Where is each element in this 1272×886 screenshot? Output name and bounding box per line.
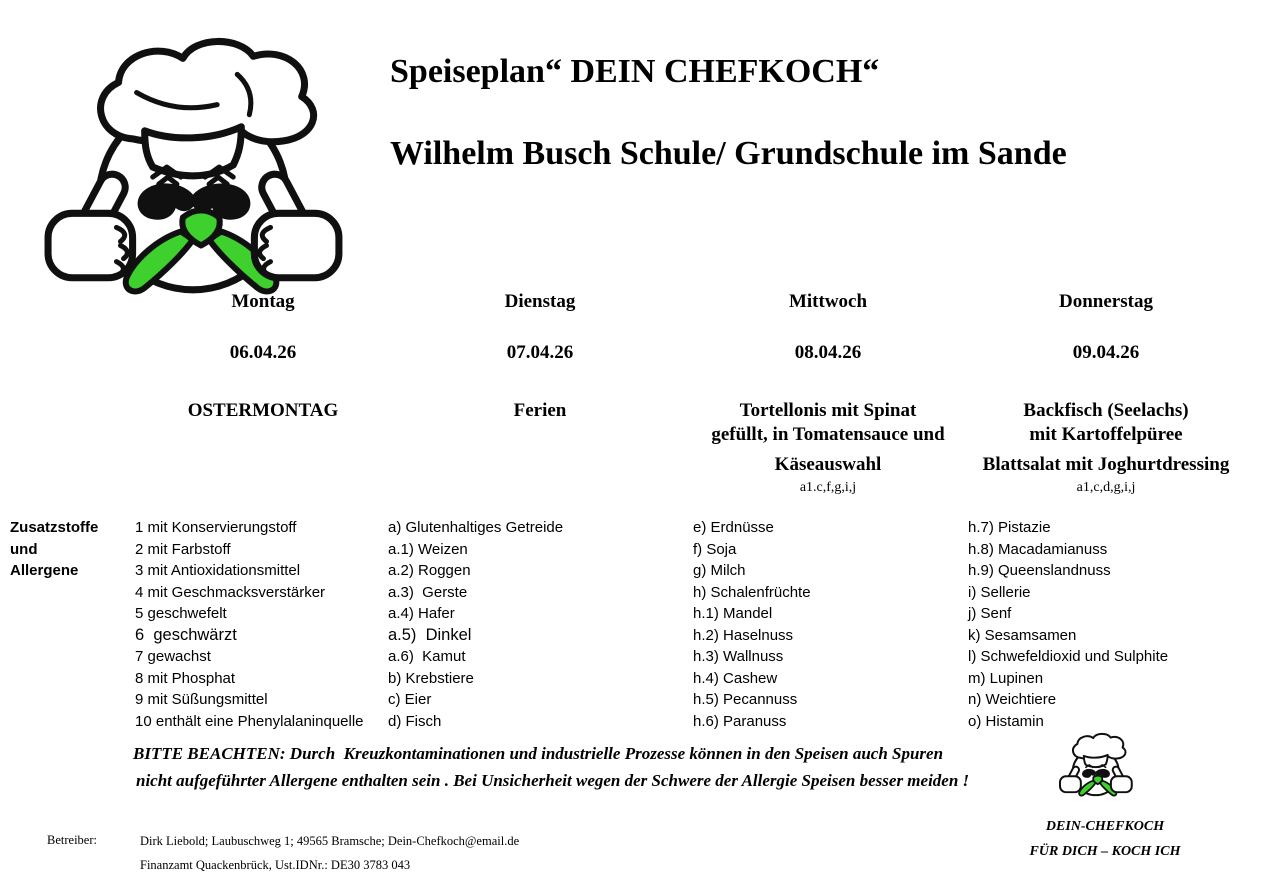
page-title: Speiseplan“ DEIN CHEFKOCH“ — [390, 53, 880, 90]
legend-item: i) Sellerie — [968, 583, 1031, 601]
menu-items — [113, 399, 413, 423]
day-date: 09.04.26 — [1072, 342, 1140, 363]
legend-heading-line: Allergene — [10, 562, 79, 579]
notice-line: BITTE BEACHTEN: Durch Kreuzkontaminationen und industrielle Prozesse können in den Speisen auch Spuren — [133, 744, 944, 763]
legend-item: d) Fisch — [388, 712, 442, 730]
legend-item: 9 mit Süßungsmittel — [135, 691, 268, 708]
legend-item: h.5) Pecannuss — [693, 691, 798, 708]
day-date: 07.04.26 — [506, 342, 574, 363]
legend-item: h.4) Cashew — [693, 669, 778, 687]
legend-col-4 — [968, 517, 1168, 732]
operator-info — [140, 829, 519, 878]
notice-line: nicht aufgeführter Allergene enthalten sein . Bei Unsicherheit wegen der Schwere der Allergie Speisen besser meiden ! — [136, 770, 970, 790]
legend-item: a.6) Kamut — [388, 648, 466, 665]
day-date: 06.04.26 — [229, 342, 297, 363]
allergen-code: a1.c,f,g,i,j — [799, 480, 857, 495]
menu-line: mit Kartoffelpüree — [1029, 424, 1183, 445]
legend-item: 3 mit Antioxidationsmittel — [135, 562, 301, 579]
page-subtitle: Wilhelm Busch Schule/ Grundschule im Sande — [390, 135, 1067, 172]
allergy-notice — [133, 741, 969, 794]
chef-mascot-icon — [1058, 731, 1135, 797]
day-name: Mittwoch — [788, 291, 868, 312]
allergen-code: a1,c,d,g,i,j — [1076, 480, 1136, 495]
legend-item: a.3) Gerste — [388, 583, 468, 601]
chef-logo — [40, 30, 352, 297]
day-date: 08.04.26 — [794, 342, 862, 363]
legend-item: h.7) Pistazie — [968, 519, 1051, 536]
legend-item: h.9) Queenslandnuss — [968, 562, 1111, 579]
menu-line: OSTERMONTAG — [187, 400, 339, 421]
menu-line: Blattsalat mit Joghurtdressing — [982, 454, 1230, 475]
legend-item: e) Erdnüsse — [693, 519, 774, 536]
legend-item: h.2) Haselnuss — [693, 626, 794, 644]
brand-line: DEIN-CHEFKOCH — [1045, 819, 1165, 834]
legend-item: 7 gewachst — [135, 648, 211, 665]
menu-line: Tortellonis mit Spinat — [739, 400, 917, 421]
legend-item: k) Sesamsamen — [968, 626, 1077, 644]
legend-heading-line: und — [10, 540, 38, 558]
legend-item: 10 enthält eine Phenylalaninquelle — [135, 712, 364, 730]
legend-item: h) Schalenfrüchte — [693, 583, 811, 601]
day-name: Dienstag — [504, 291, 576, 312]
legend-item: h.3) Wallnuss — [693, 648, 784, 665]
brand-slogan — [1005, 814, 1205, 864]
legend-item: a.1) Weizen — [388, 540, 468, 558]
legend-col-1 — [135, 517, 364, 732]
legend-item: a.2) Roggen — [388, 562, 471, 579]
legend-item: h.8) Macadamianuss — [968, 540, 1108, 558]
legend-item: 2 mit Farbstoff — [135, 540, 231, 558]
operator-line: Finanzamt Quackenbrück, Ust.IDNr.: DE30 3783 043 — [140, 858, 411, 873]
legend-item: a.4) Hafer — [388, 605, 455, 622]
legend-item: a) Glutenhaltiges Getreide — [388, 519, 564, 536]
legend-item: m) Lupinen — [968, 669, 1044, 687]
operator-label: Betreiber: — [47, 833, 97, 847]
day-column-donnerstag — [956, 290, 1256, 497]
legend-item: f) Soja — [693, 540, 737, 558]
legend-item: g) Milch — [693, 562, 746, 579]
legend-item: h.1) Mandel — [693, 605, 773, 622]
day-column-montag — [113, 290, 413, 425]
legend-heading-line: Zusatzstoffe — [10, 519, 99, 536]
legend-item: 1 mit Konservierungstoff — [135, 519, 297, 536]
operator-line: Dirk Liebold; Laubuschweg 1; 49565 Bramsche; Dein-Chefkoch@email.de — [140, 834, 520, 848]
day-column-dienstag — [390, 290, 690, 425]
legend-item: n) Weichtiere — [968, 691, 1057, 708]
legend-col-3 — [693, 517, 811, 732]
legend-heading — [10, 517, 98, 582]
day-name: Donnerstag — [1059, 291, 1153, 312]
menu-line: Käseauswahl — [774, 454, 882, 475]
day-name: Montag — [231, 291, 295, 312]
legend-item: 8 mit Phosphat — [135, 669, 236, 687]
menu-line: gefüllt, in Tomatensauce und — [711, 424, 945, 445]
menu-line: Ferien — [513, 400, 567, 421]
legend-item: l) Schwefeldioxid und Sulphite — [968, 648, 1169, 665]
legend-col-2 — [388, 517, 563, 732]
legend-item: a.5) Dinkel — [388, 625, 472, 644]
legend-item: o) Histamin — [968, 712, 1044, 730]
legend-item: 6 geschwärzt — [135, 625, 237, 644]
chef-logo-small — [1058, 731, 1135, 797]
menu-items — [678, 399, 978, 477]
legend-item: b) Krebstiere — [388, 669, 474, 687]
legend-item: 4 mit Geschmacksverstärker — [135, 583, 326, 601]
legend-item: 5 geschwefelt — [135, 605, 227, 622]
day-column-mittwoch — [678, 290, 978, 497]
legend-item: h.6) Paranuss — [693, 712, 787, 730]
menu-items — [390, 399, 690, 423]
legend-item: j) Senf — [968, 605, 1012, 622]
brand-line: FÜR DICH – KOCH ICH — [1029, 844, 1181, 859]
legend-item: c) Eier — [388, 691, 432, 708]
menu-items — [956, 399, 1256, 477]
menu-line: Backfisch (Seelachs) — [1023, 400, 1189, 421]
chef-mascot-icon — [40, 30, 352, 297]
